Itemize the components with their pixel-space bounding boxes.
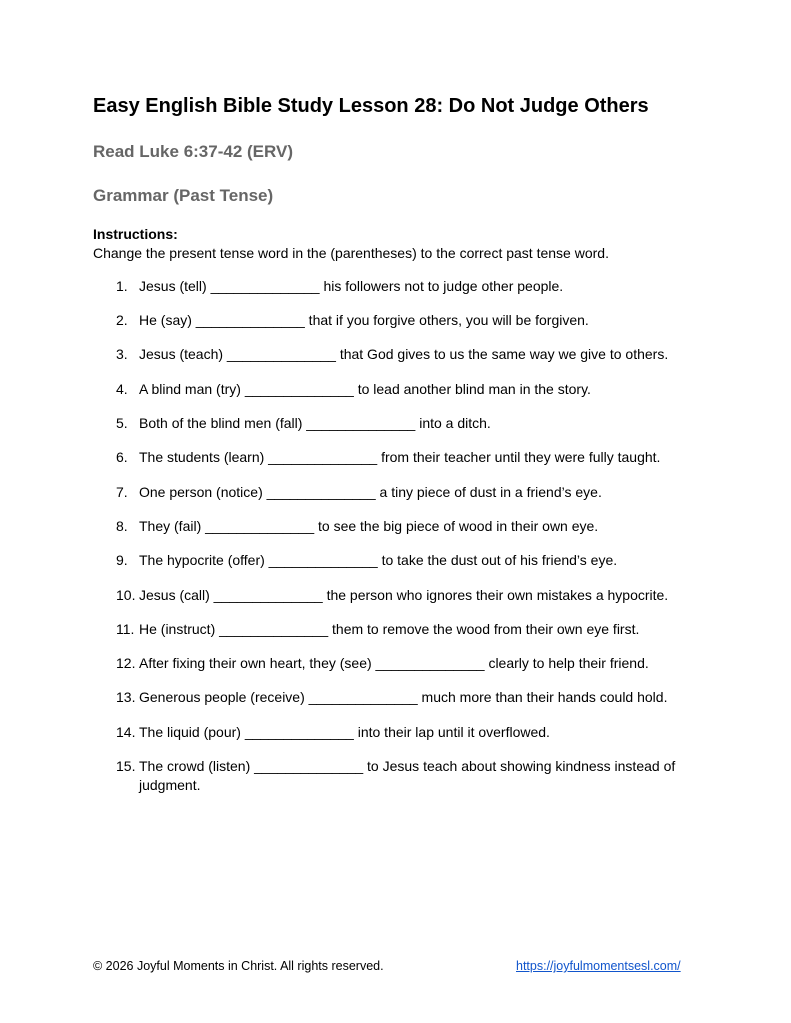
item-number: 11. bbox=[116, 621, 135, 637]
item-number: 1. bbox=[116, 278, 128, 294]
exercise-item bbox=[116, 311, 696, 330]
exercise-item bbox=[116, 586, 696, 605]
instructions-label: Instructions: bbox=[93, 226, 178, 242]
item-text: Jesus (call) ______________ the person who ignores their own mistakes a hypocrite. bbox=[139, 587, 669, 603]
item-number: 3. bbox=[116, 346, 128, 362]
footer-website-link[interactable]: https://joyfulmomentsesl.com/ bbox=[516, 959, 681, 973]
item-text: After fixing their own heart, they (see) ______________ clearly to help their friend. bbox=[139, 655, 649, 671]
item-text: Generous people (receive) ______________ much more than their hands could hold. bbox=[139, 689, 668, 705]
page-title: Easy English Bible Study Lesson 28: Do Not Judge Others bbox=[93, 95, 649, 117]
exercise-item bbox=[116, 414, 696, 433]
instructions-text: Change the present tense word in the (parentheses) to the correct past tense word. bbox=[93, 245, 609, 261]
exercise-item bbox=[116, 620, 696, 639]
section-heading: Grammar (Past Tense) bbox=[93, 186, 274, 205]
exercise-item bbox=[116, 277, 696, 296]
item-number: 13. bbox=[116, 689, 136, 705]
exercise-item bbox=[116, 345, 696, 364]
item-text: Both of the blind men (fall) ______________ into a ditch. bbox=[139, 415, 491, 431]
item-number: 15. bbox=[116, 758, 136, 774]
item-text: Jesus (teach) ______________ that God gives to us the same way we give to others. bbox=[139, 346, 669, 362]
exercise-item bbox=[116, 757, 696, 795]
exercise-item bbox=[116, 688, 696, 707]
item-text: The hypocrite (offer) ______________ to take the dust out of his friend’s eye. bbox=[139, 552, 618, 568]
exercise-item bbox=[116, 517, 696, 536]
footer-copyright: © 2026 Joyful Moments in Christ. All rights reserved. bbox=[93, 959, 384, 973]
reading-reference: Read Luke 6:37-42 (ERV) bbox=[93, 142, 293, 161]
exercise-item bbox=[116, 654, 696, 673]
item-text: He (instruct) ______________ them to remove the wood from their own eye first. bbox=[139, 621, 640, 637]
item-number: 12. bbox=[116, 655, 136, 671]
item-number: 6. bbox=[116, 449, 128, 465]
item-number: 14. bbox=[116, 724, 136, 740]
item-text: One person (notice) ______________ a tiny piece of dust in a friend’s eye. bbox=[139, 484, 602, 500]
exercise-item bbox=[116, 448, 696, 467]
exercise-item bbox=[116, 380, 696, 399]
item-text: Jesus (tell) ______________ his followers not to judge other people. bbox=[139, 278, 564, 294]
exercise-item bbox=[116, 723, 696, 742]
item-number: 5. bbox=[116, 415, 128, 431]
item-number: 4. bbox=[116, 381, 128, 397]
exercise-item bbox=[116, 551, 696, 570]
exercise-item bbox=[116, 483, 696, 502]
item-text: A blind man (try) ______________ to lead another blind man in the story. bbox=[139, 381, 591, 397]
item-text: The students (learn) ______________ from their teacher until they were fully taught. bbox=[139, 449, 661, 465]
item-number: 8. bbox=[116, 518, 128, 534]
item-number: 2. bbox=[116, 312, 128, 328]
item-number: 7. bbox=[116, 484, 128, 500]
item-text: He (say) ______________ that if you forgive others, you will be forgiven. bbox=[139, 312, 589, 328]
item-number: 10. bbox=[116, 587, 136, 603]
item-number: 9. bbox=[116, 552, 128, 568]
item-text: They (fail) ______________ to see the big piece of wood in their own eye. bbox=[139, 518, 599, 534]
item-text: The liquid (pour) ______________ into their lap until it overflowed. bbox=[139, 724, 550, 740]
item-text: The crowd (listen) ______________ to Jesus teach about showing kindness instead of judgment. bbox=[139, 758, 676, 793]
